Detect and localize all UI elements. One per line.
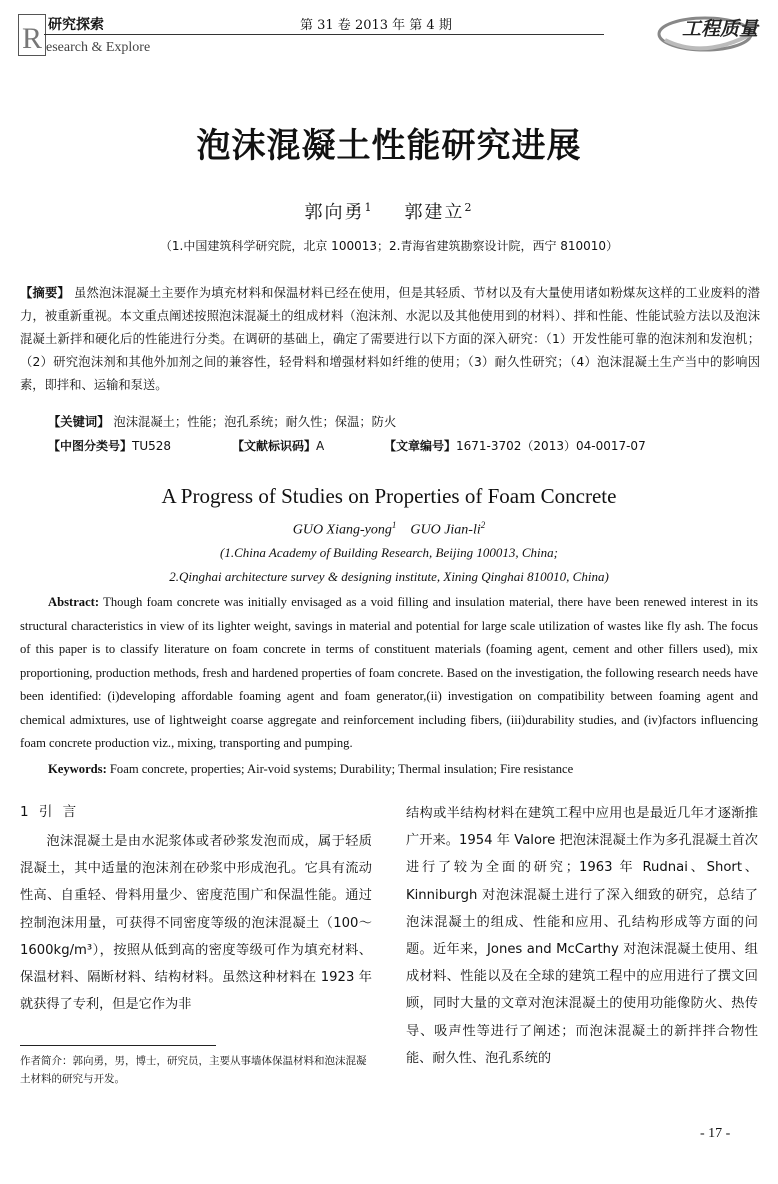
keywords-en-label: Keywords: [48,762,107,776]
keywords-en [48,762,573,777]
author-1-affil: 1 [364,201,374,214]
keywords-cn-text: 泡沫混凝土；性能；泡孔系统；耐久性；保温；防火 [113,415,397,429]
english-author-2-affil: 2 [480,520,486,530]
abstract-cn-text: 虽然泡沫混凝土主要作为填充材料和保温材料已经在使用，但是其轻质、节材以及有大量使用诸如粉煤灰这样的工业废料的潜力，被重新重视。本文重点阐述按照泡沫混凝土的组成材料（泡沫剂、水泥以及其他使用到的材料）、拌和性能、性能试验方法以及泡沫混凝土新拌和硬化后的性能进行分类。在调研的基础上，确定了需要进行以下方面的深入研究：（1）开发性能可靠的泡沫剂和发泡机；（2）研究泡沫剂和其他外加剂之间的兼容性，轻骨料和增强材料如纤维的使用；（3）耐久性研究；（4）泡沫混凝土生产当中的影响因素，即拌和、运输和泵送。 [20,286,760,392]
doc-code-value: A [316,439,325,453]
english-affiliation-1: (1.China Academy of Building Research, Beijing 100013, China; [220,545,558,560]
english-author-2: GUO Jian-li [410,522,481,538]
author-footnote: 作者简介：郭向勇，男，博士，研究员，主要从事墙体保温材料和泡沫混凝土材料的研究与开发。 [20,1055,367,1085]
body-left-column: 泡沫混凝土是由水泥浆体或者砂浆发泡而成，属于轻质混凝土，其中适量的泡沫剂在砂浆中形成泡孔。它具有流动性高、自重轻、骨料用量少、密度范围广和保温性能。通过控制泡沫用量，可获得不同密度等级的泡沫混凝土（100～1600kg/m³），按照从低到高的密度等级可作为填充材料、保温材料、隔断材料、结构材料。虽然这种材料在 1923 年就获得了专利，但是它作为非 [20,834,372,1013]
column-initial-letter: R [22,22,43,55]
clc-value: TU528 [132,439,172,453]
english-title: A Progress of Studies on Properties of Foam Concrete [161,484,617,508]
english-author-1-affil: 1 [391,520,397,530]
body-right-column: 结构或半结构材料在建筑工程中应用也是最近几年才逐渐推广开来。1954 年 Valore 把泡沫混凝土作为多孔混凝土首次进行了较为全面的研究；1963 年 Rudnai、Short、Kinniburgh 对泡沫混凝土进行了深入细致的研究，总结了泡沫混凝土的组成、性能和应用、孔结构形成等方面的问题。近年来，Jones and McCarthy 对泡沫混凝土使用、组成材料、性能以及在全球的建筑工程中的应用进行了撰文回顾，同时大量的文章对泡沫混凝土的使用功能像防火、热传导、吸声性等进行了阐述；而泡沫混凝土的新拌拌合物性能、耐久性、泡孔系统的 [406,806,758,1066]
running-header [0,0,778,70]
section-heading: 1 引 言 [20,804,80,820]
abstract-en-label: Abstract: [48,595,100,609]
keywords-en-text: Foam concrete, properties; Air-void systems; Durability; Thermal insulation; Fire resistance [109,762,574,776]
abstract-en [20,591,758,756]
author-2: 郭建立 [404,202,465,223]
article-no-value: 1671-3702（2013）04-0017-07 [456,439,646,453]
header-rule [44,34,604,35]
clc-label: 【中图分类号】 [48,439,133,453]
abstract-en-text: Though foam concrete was initially envisaged as a void filling and insulation material, there have been renewed interest in its structural characteristics in view of its lighter weight, savings in material and potential for large scale utilization of wastes like fly ash. The focus of this paper is to classify literature on foam concrete in terms of constituent materials (foaming agent, cement and other fillers used), mix proportioning, production methods, fresh and hardened properties of foam concrete. Based on the investigation, the following research needs have been identified: (i)developing affordable foaming agent and foam generator,(ii) investigation on compatibility between foaming agent and chemical admixtures, use of lightweight coarse aggregate and reinforcement including fibers, (iii)durability studies, and (iv)factors influencing foam concrete production viz., mixing, transporting and pumping. [20,595,758,750]
document-code [232,437,324,454]
english-affiliation-2: 2.Qinghai architecture survey & designing institute, Xining Qinghai 810010, China) [169,569,609,584]
doc-code-label: 【文献标识码】 [232,439,317,453]
author-1: 郭向勇 [304,202,365,223]
abstract-cn [20,282,760,397]
clc-number [48,437,171,454]
column-name-en: esearch & Explore [46,40,151,55]
keywords-cn [48,412,396,430]
issue-info: 第 31 卷 2013 年 第 4 期 [300,18,452,33]
article-number [384,437,646,454]
page-number: - 17 - [700,1126,731,1141]
author-2-affil: 2 [464,201,474,214]
affiliations: （1.中国建筑科学研究院，北京 100013；2.青海省建筑勘察设计院，西宁 810010） [159,239,619,253]
english-author-line [0,520,778,539]
keywords-cn-label: 【关键词】 [48,415,110,429]
journal-logo-text: 工程质量 [682,18,759,40]
article-title: 泡沫混凝土性能研究进展 [196,126,582,166]
column-name-cn: 研究探索 [48,17,104,33]
abstract-cn-label: 【摘要】 [20,286,70,300]
english-author-1: GUO Xiang-yong [292,522,392,538]
article-no-label: 【文章编号】 [384,439,457,453]
footnote-rule [20,1045,216,1046]
author-line [0,198,778,224]
